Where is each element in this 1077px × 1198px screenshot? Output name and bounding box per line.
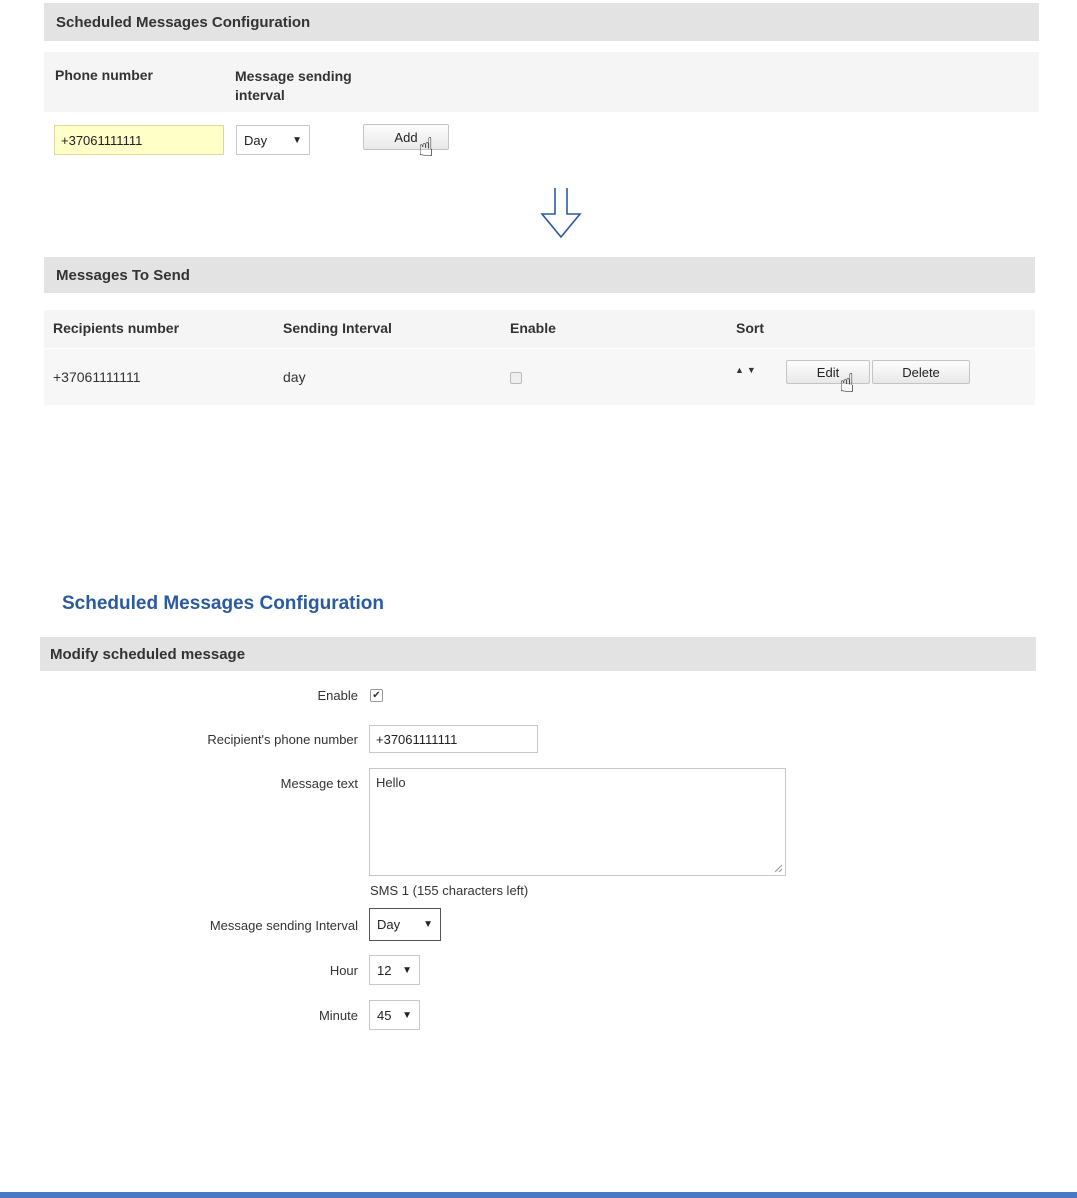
chevron-down-icon: ▼: [423, 919, 433, 930]
enable-label: Enable: [317, 688, 358, 703]
column-interval-line2: interval: [235, 87, 285, 103]
sort-up-icon[interactable]: ▲: [735, 365, 744, 375]
column-recipients-number: Recipients number: [53, 320, 180, 336]
sort-down-icon[interactable]: ▼: [746, 365, 756, 375]
page-title: Scheduled Messages Configuration: [62, 593, 384, 614]
phone-number-input[interactable]: [54, 125, 224, 155]
config-columns-row: [44, 52, 1039, 112]
message-text-label: Message text: [280, 776, 358, 791]
check-icon: ✔: [372, 689, 381, 701]
hand-pointer-icon: ☝: [418, 132, 434, 162]
hand-pointer-icon: ☝: [839, 368, 855, 398]
row-recipient-number: +37061111111: [53, 369, 141, 385]
sms-counter: SMS 1 (155 characters left): [370, 883, 529, 898]
add-button-label: Add: [394, 129, 418, 145]
config-panel-header: [44, 3, 1039, 41]
edit-button-label: Edit: [816, 364, 840, 380]
enable-checkbox[interactable]: [370, 689, 383, 702]
resize-handle-icon[interactable]: [774, 864, 783, 873]
column-sort: Sort: [736, 320, 764, 336]
edit-button[interactable]: [786, 360, 870, 384]
modify-interval-select[interactable]: [369, 908, 441, 941]
interval-select[interactable]: [236, 125, 310, 155]
interval-selected-value: Day: [244, 132, 268, 148]
message-textarea[interactable]: [369, 768, 786, 876]
interval-label: Message sending Interval: [209, 918, 358, 933]
hour-label: Hour: [329, 963, 358, 978]
footer-bar: [0, 1192, 1077, 1198]
down-arrow-icon: [538, 186, 584, 240]
modify-section-title: Modify scheduled message: [50, 645, 246, 663]
row-enable-checkbox[interactable]: [510, 372, 522, 384]
delete-button[interactable]: [872, 360, 970, 384]
modify-interval-value: Day: [377, 917, 401, 932]
add-button[interactable]: [363, 124, 449, 150]
recipient-phone-value: +37061111111: [376, 731, 458, 747]
modify-section-header: [40, 637, 1036, 671]
chevron-down-icon: ▼: [292, 134, 302, 146]
delete-button-label: Delete: [902, 364, 940, 380]
minute-label: Minute: [318, 1008, 358, 1023]
minute-value: 45: [377, 1007, 392, 1023]
hour-select[interactable]: [369, 955, 420, 985]
column-message-interval: [235, 67, 352, 105]
chevron-down-icon: ▼: [402, 964, 412, 976]
sort-arrows[interactable]: [735, 365, 756, 375]
messages-panel-header: [44, 257, 1035, 293]
minute-select[interactable]: [369, 1000, 420, 1030]
chevron-down-icon: ▼: [402, 1009, 412, 1021]
column-enable: Enable: [510, 320, 556, 336]
phone-number-value: +37061111111: [61, 132, 143, 148]
column-interval-line1: Message sending: [235, 68, 352, 84]
message-text-value: Hello: [376, 775, 406, 790]
recipient-phone-input[interactable]: [369, 725, 538, 753]
messages-panel-title: Messages To Send: [56, 266, 190, 284]
config-panel-title: Scheduled Messages Configuration: [56, 13, 311, 31]
column-sending-interval: Sending Interval: [283, 320, 392, 336]
column-phone-number: Phone number: [55, 67, 154, 83]
hour-value: 12: [377, 962, 392, 978]
phone-label: Recipient's phone number: [207, 732, 358, 747]
row-sending-interval: day: [283, 369, 306, 385]
